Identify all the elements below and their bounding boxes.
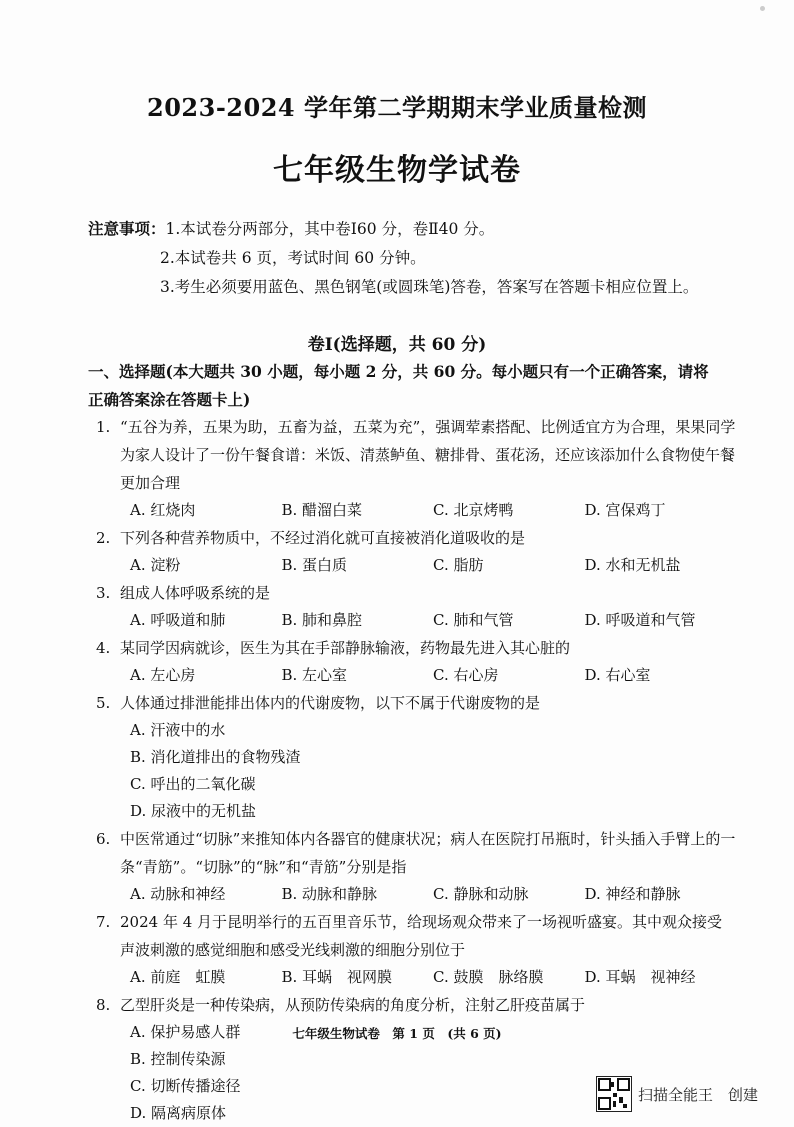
option: A. 前庭 虹膜 — [130, 968, 226, 986]
option: C. 北京烤鸭 — [433, 501, 514, 519]
option: C. 切断传播途径 — [130, 1077, 241, 1095]
question — [96, 825, 736, 881]
notes-block — [88, 214, 698, 302]
options-row — [96, 881, 736, 908]
option: A. 红烧肉 — [130, 501, 196, 519]
question-number: 1. — [96, 418, 111, 436]
section-title: 卷Ⅰ(选择题，共 60 分) — [307, 335, 487, 355]
question — [96, 524, 736, 552]
option: A. 呼吸道和肺 — [130, 611, 226, 629]
option: D. 呼吸道和气管 — [584, 611, 696, 629]
question — [96, 634, 736, 662]
question-text: 中医常通过“切脉”来推知体内各器官的健康状况；病人在医院打吊瓶时，针头插入手臂上的一条“青筋”。“切脉”的“脉”和“青筋”分别是指 — [120, 830, 736, 876]
options-row — [96, 964, 736, 991]
question-text: 组成人体呼吸系统的是 — [120, 584, 271, 602]
option: A. 汗液中的水 — [130, 721, 226, 739]
scan-speck — [760, 6, 765, 11]
option: C. 右心房 — [433, 666, 499, 684]
option: C. 脂肪 — [433, 556, 484, 574]
option: B. 动脉和静脉 — [281, 885, 378, 903]
option: D. 宫保鸡丁 — [584, 501, 666, 519]
option: A. 动脉和神经 — [130, 885, 226, 903]
option: D. 右心室 — [584, 666, 651, 684]
option: A. 保护易感人群 — [130, 1023, 241, 1041]
options-row — [96, 717, 736, 825]
option: D. 耳蜗 视神经 — [584, 968, 696, 986]
option: C. 鼓膜 脉络膜 — [433, 968, 544, 986]
option: B. 蛋白质 — [281, 556, 348, 574]
option: C. 肺和气管 — [433, 611, 514, 629]
question-text: 某同学因病就诊，医生为其在手部静脉输液，药物最先进入其心脏的 — [120, 639, 571, 657]
question-text: “五谷为养，五果为助，五畜为益，五菜为充”，强调荤素搭配、比例适宜方为合理，果果同学为家人设计了一份午餐食谱：米饭、清蒸鲈鱼、糖排骨、蛋花汤，还应该添加什么食物使午餐更加合理 — [120, 418, 736, 492]
exam-title: 2023-2024 学年第二学期期末学业质量检测 — [147, 93, 647, 122]
option: B. 肺和鼻腔 — [281, 611, 363, 629]
question-number: 5. — [96, 694, 111, 712]
option: D. 神经和静脉 — [584, 885, 681, 903]
question-text: 乙型肝炎是一种传染病，从预防传染病的角度分析，注射乙肝疫苗属于 — [120, 996, 586, 1014]
option: D. 水和无机盐 — [584, 556, 681, 574]
notes-label: 注意事项： — [88, 219, 166, 238]
option: D. 隔离病原体 — [130, 1104, 227, 1122]
question-text: 下列各种营养物质中，不经过消化就可直接被消化道吸收的是 — [120, 529, 526, 547]
question-number: 6. — [96, 830, 111, 848]
note-item: 2.本试卷共 6 页，考试时间 60 分钟。 — [160, 249, 426, 267]
option: D. 尿液中的无机盐 — [130, 802, 257, 820]
question-number: 4. — [96, 639, 111, 657]
options-row — [96, 662, 736, 689]
option: B. 控制传染源 — [130, 1050, 226, 1068]
option: A. 左心房 — [130, 666, 196, 684]
question — [96, 413, 736, 497]
note-item: 3.考生必须要用蓝色、黑色钢笔(或圆珠笔)答卷，答案写在答题卡相应位置上。 — [160, 278, 699, 296]
question-text: 人体通过排泄能排出体内的代谢废物，以下不属于代谢废物的是 — [120, 694, 541, 712]
question-list — [96, 413, 736, 1127]
option: B. 消化道排出的食物残渣 — [130, 748, 301, 766]
section-instructions: 一、选择题(本大题共 30 小题，每小题 2 分，共 60 分。每小题只有一个正确答案，请将正确答案涂在答题卡上) — [88, 362, 709, 409]
question-number: 2. — [96, 529, 111, 547]
option: B. 左心室 — [281, 666, 348, 684]
question-number: 8. — [96, 996, 111, 1014]
question — [96, 689, 736, 717]
question — [96, 579, 736, 607]
option: B. 醋溜白菜 — [281, 501, 363, 519]
question — [96, 991, 736, 1019]
question-text: 2024 年 4 月于昆明举行的五百里音乐节，给现场观众带来了一场视听盛宴。其中观众接受声波刺激的感觉细胞和感受光线刺激的细胞分别位于 — [120, 913, 723, 959]
watermark-text: 扫描全能王 创建 — [638, 1085, 759, 1104]
note-item: 1.本试卷分两部分，其中卷Ⅰ60 分，卷Ⅱ40 分。 — [165, 220, 495, 238]
options-row — [96, 497, 736, 524]
qr-code-icon — [596, 1076, 632, 1112]
option: C. 呼出的二氧化碳 — [130, 775, 256, 793]
question — [96, 908, 736, 964]
page-footer: 七年级生物试卷 第 1 页 (共 6 页) — [292, 1026, 502, 1041]
scanner-watermark — [596, 1076, 758, 1112]
option: A. 淀粉 — [130, 556, 181, 574]
option: B. 耳蜗 视网膜 — [281, 968, 393, 986]
question-number: 7. — [96, 913, 111, 931]
exam-subtitle: 七年级生物学试卷 — [273, 153, 521, 188]
options-row — [96, 607, 736, 634]
options-row — [96, 552, 736, 579]
question-number: 3. — [96, 584, 111, 602]
option: C. 静脉和动脉 — [433, 885, 529, 903]
